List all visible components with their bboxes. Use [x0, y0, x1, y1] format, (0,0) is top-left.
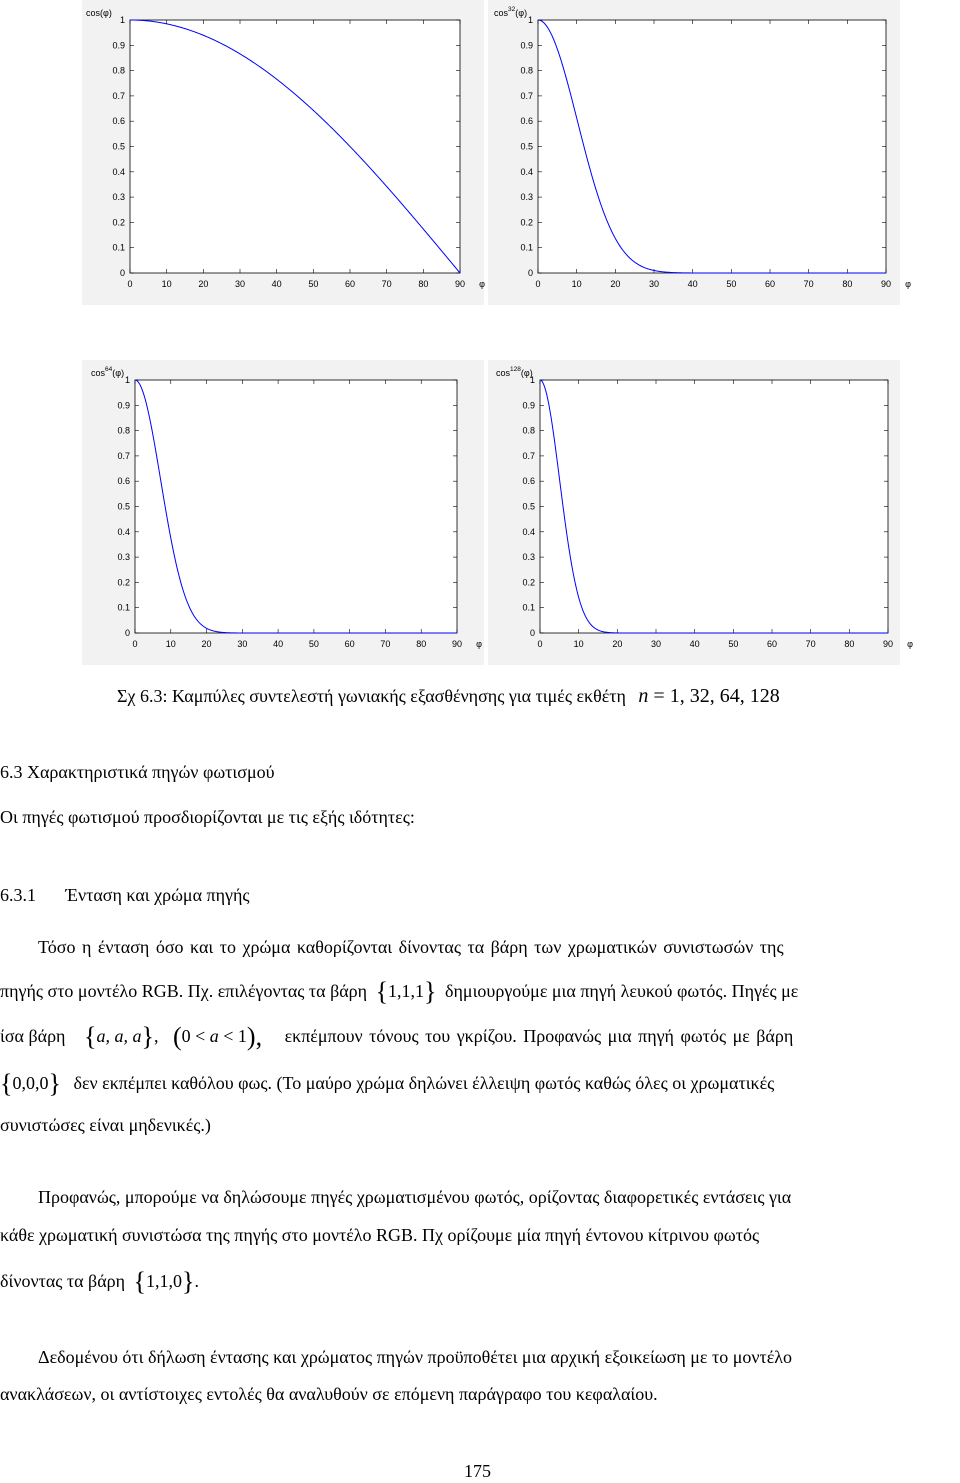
- y-tick-label: 0.9: [522, 400, 535, 411]
- chart-panel-cos64: [82, 360, 484, 665]
- x-tick-label: 70: [805, 639, 816, 649]
- y-tick-label: 0.8: [117, 425, 130, 436]
- x-tick-label: 60: [766, 639, 778, 649]
- x-tick-label: 40: [273, 639, 284, 649]
- x-tick-label: 60: [344, 639, 355, 649]
- para1-line4b: δεν εκπέμπει καθόλου φως. (Το μαύρο χρώμα δηλώνει έλλειψη φωτός καθώς όλες οι χρωματικές: [73, 1073, 775, 1093]
- y-tick-label: 0.1: [112, 242, 125, 253]
- y-tick-label: 0.3: [520, 192, 533, 203]
- y-tick-label: 1: [119, 15, 125, 25]
- y-tick-label: 0.1: [117, 602, 130, 613]
- y-tick-label: 0.3: [522, 552, 535, 563]
- y-tick-label: 0: [529, 628, 535, 638]
- subsection-heading: [0, 886, 250, 904]
- x-tick-label: 30: [648, 279, 660, 289]
- x-axis-label: φ: [905, 279, 911, 289]
- x-tick-label: 90: [451, 639, 463, 649]
- x-tick-label: 80: [844, 639, 855, 649]
- figure-caption: [117, 686, 780, 706]
- y-axis-label: cos(φ): [86, 8, 112, 18]
- para2-line3: δίνοντας τα βάρη {1,1,0}.: [0, 1267, 200, 1296]
- x-tick-label: 70: [381, 279, 392, 289]
- x-tick-label: 0: [132, 639, 138, 649]
- chart-panel-cos32: [488, 0, 911, 305]
- x-tick-label: 90: [882, 639, 894, 649]
- x-axis-label: φ: [476, 639, 482, 649]
- x-tick-label: 20: [612, 639, 623, 649]
- x-tick-label: 30: [650, 639, 662, 649]
- x-tick-label: 80: [418, 279, 429, 289]
- subsection-number: 6.3.1: [0, 885, 36, 905]
- x-tick-label: 50: [728, 639, 739, 649]
- y-tick-label: 0.5: [112, 141, 125, 152]
- para3-line2: ανακλάσεων, οι αντίστοιχες εντολές θα αναλυθούν σε επόμενη παράγραφο του κεφαλαίου.: [0, 1384, 658, 1404]
- y-tick-label: 0.7: [112, 90, 125, 101]
- y-tick-label: 1: [527, 15, 533, 25]
- plot-area: [538, 20, 886, 273]
- y-tick-label: 0.4: [112, 166, 125, 177]
- y-axis-label: $\cos^{64}(\varphi)$: [91, 366, 125, 378]
- x-tick-label: 70: [380, 639, 391, 649]
- x-tick-label: 10: [571, 279, 582, 289]
- y-tick-label: 0.7: [520, 90, 533, 101]
- x-tick-label: 60: [344, 279, 356, 289]
- y-tick-label: 0.2: [522, 577, 535, 588]
- y-tick-label: 0.5: [522, 501, 535, 512]
- chart-cos32: [488, 0, 911, 305]
- y-tick-label: 1: [124, 375, 130, 385]
- x-tick-label: 90: [880, 279, 892, 289]
- chart-cos64: [82, 360, 484, 665]
- section-heading: 6.3 Χαρακτηριστικά πηγών φωτισμού: [0, 762, 275, 782]
- x-tick-label: 10: [161, 279, 172, 289]
- x-tick-label: 80: [842, 279, 853, 289]
- y-tick-label: 0.2: [112, 217, 125, 228]
- para1-line3a: ίσα βάρη: [0, 1026, 66, 1046]
- x-tick-label: 0: [535, 279, 541, 289]
- x-tick-label: 50: [726, 279, 737, 289]
- chart-panel-cos1: [82, 0, 484, 305]
- x-tick-label: 40: [687, 279, 698, 289]
- set-black: 0,0,0: [12, 1073, 49, 1093]
- para1-line5: συνιστώσες είναι μηδενικές.): [0, 1115, 211, 1135]
- x-tick-label: 20: [201, 639, 212, 649]
- y-tick-label: 0: [119, 268, 125, 278]
- x-tick-label: 20: [198, 279, 209, 289]
- y-tick-label: 0.6: [522, 476, 535, 487]
- x-tick-label: 50: [308, 639, 319, 649]
- chart-cos128: [488, 360, 913, 665]
- caption-eq: =: [648, 685, 670, 707]
- ineq-right: < 1: [218, 1026, 247, 1046]
- x-tick-label: 70: [803, 279, 814, 289]
- plot-area: [135, 380, 457, 633]
- x-tick-label: 0: [127, 279, 133, 289]
- x-tick-label: 80: [416, 639, 427, 649]
- x-tick-label: 10: [165, 639, 176, 649]
- y-tick-label: 0.6: [520, 116, 533, 127]
- caption-text: Σχ 6.3: Καμπύλες συντελεστή γωνιακής εξασθένησης για τιμές εκθέτη: [117, 686, 626, 706]
- y-tick-label: 0.8: [112, 65, 125, 76]
- y-tick-label: 0.8: [522, 425, 535, 436]
- caption-var: n: [638, 685, 649, 707]
- x-tick-label: 10: [573, 639, 584, 649]
- ineq-close: ),: [246, 1022, 263, 1051]
- x-axis-label: φ: [907, 639, 913, 649]
- y-axis-label: $\cos^{128}(\varphi)$: [496, 366, 533, 378]
- ineq-left: 0 <: [181, 1026, 210, 1046]
- y-axis-label: $\cos^{32}(\varphi)$: [494, 6, 528, 18]
- x-tick-label: 50: [308, 279, 319, 289]
- y-tick-label: 0.5: [117, 501, 130, 512]
- y-tick-label: 0.4: [522, 526, 535, 537]
- set-yellow-end: .: [194, 1271, 200, 1291]
- ineq-open: (: [172, 1022, 182, 1051]
- y-tick-label: 0.7: [117, 450, 130, 461]
- y-tick-label: 0.5: [520, 141, 533, 152]
- y-tick-label: 1: [529, 375, 535, 385]
- para1-line3b: εκπέμπουν τόνους του γκρίζου. Προφανώς μια πηγή φωτός με βάρη: [284, 1026, 794, 1046]
- y-tick-label: 0.8: [520, 65, 533, 76]
- x-tick-label: 30: [234, 279, 246, 289]
- para1-line2: πηγής στο μοντέλο RGB. Πχ. επιλέγοντας τα βάρη {1,1,1} δημιουργούμε μια πηγή λευκού φωτός. Πηγές με: [0, 977, 799, 1006]
- y-tick-label: 0.7: [522, 450, 535, 461]
- y-tick-label: 0: [527, 268, 533, 278]
- y-tick-label: 0.3: [117, 552, 130, 563]
- y-tick-label: 0.2: [520, 217, 533, 228]
- y-tick-label: 0.4: [117, 526, 130, 537]
- x-tick-label: 40: [689, 639, 700, 649]
- y-tick-label: 0.2: [117, 577, 130, 588]
- subsection-title: Ένταση και χρώμα πηγής: [65, 885, 250, 905]
- para2-line1: Προφανώς, μπορούμε να δηλώσουμε πηγές χρωματισμένου φωτός, ορίζοντας διαφορετικές εντάσεις για: [38, 1187, 792, 1207]
- para2-line2: κάθε χρωματική συνιστώσα της πηγής στο μοντέλο RGB. Πχ ορίζουμε μία πηγή έντονου κίτρινου φωτός: [0, 1225, 760, 1245]
- set-gray: a, a, a: [96, 1026, 142, 1046]
- para1-line2b: δημιουργούμε μια πηγή λευκού φωτός. Πηγές με: [445, 981, 799, 1001]
- para1-line3: ίσα βάρη {a, a, a}, (0 < a < 1), εκπέμπουν τόνους του γκρίζου. Προφανώς μια πηγή φωτός με βάρη: [0, 1022, 794, 1051]
- x-tick-label: 20: [610, 279, 621, 289]
- y-tick-label: 0.9: [117, 400, 130, 411]
- x-tick-label: 0: [537, 639, 543, 649]
- x-tick-label: 90: [454, 279, 466, 289]
- para1-line1: Τόσο η ένταση όσο και το χρώμα καθορίζονται δίνοντας τα βάρη των χρωματικών συνιστωσών της: [38, 937, 784, 957]
- y-tick-label: 0.3: [112, 192, 125, 203]
- y-tick-label: 0.9: [520, 40, 533, 51]
- plot-area: [130, 20, 460, 273]
- y-tick-label: 0.6: [117, 476, 130, 487]
- y-tick-label: 0.4: [520, 166, 533, 177]
- set-yellow: 1,1,0: [146, 1271, 183, 1291]
- x-tick-label: 30: [237, 639, 248, 649]
- para1-line2a: πηγής στο μοντέλο RGB. Πχ. επιλέγοντας τα βάρη: [0, 981, 368, 1001]
- x-axis-label: φ: [479, 279, 485, 289]
- y-tick-label: 0.1: [522, 602, 535, 613]
- x-tick-label: 60: [764, 279, 776, 289]
- chart-panel-cos128: [488, 360, 913, 665]
- y-tick-label: 0.9: [112, 40, 125, 51]
- para1-line4: {0,0,0} δεν εκπέμπει καθόλου φως. (Το μαύρο χρώμα δηλώνει έλλειψη φωτός καθώς όλες οι χρωματικές: [0, 1069, 775, 1098]
- para2-line3a: δίνοντας τα βάρη: [0, 1271, 126, 1291]
- chart-cos1: [82, 0, 484, 305]
- set-white: 1,1,1: [388, 981, 425, 1001]
- ineq-var: a: [209, 1026, 219, 1046]
- page-number: 175: [464, 1461, 491, 1481]
- y-tick-label: 0: [124, 628, 130, 638]
- y-tick-label: 0.1: [520, 242, 533, 253]
- x-tick-label: 40: [271, 279, 282, 289]
- y-tick-label: 0.6: [112, 116, 125, 127]
- para3-line1: Δεδομένου ότι δήλωση έντασης και χρώματος πηγών προϋποθέτει μια αρχική εξοικείωση με το μοντέλο: [38, 1347, 793, 1367]
- caption-values: 1, 32, 64, 128: [669, 685, 780, 707]
- set-gray-comma: ,: [153, 1026, 159, 1046]
- plot-area: [540, 380, 888, 633]
- section-intro: Οι πηγές φωτισμού προσδιορίζονται με τις εξής ιδότητες:: [0, 807, 415, 827]
